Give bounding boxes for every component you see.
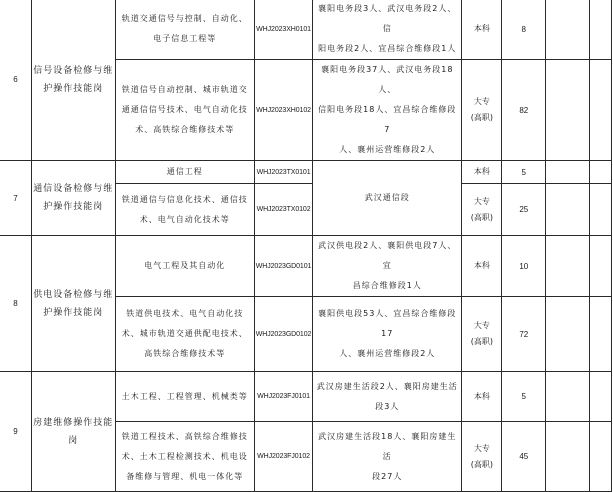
code-cell: WHJ2023FJ0101 — [255, 372, 313, 422]
table-row — [0, 236, 612, 297]
place-cell: 武汉房建生活段18人、襄阳房建生活 段27人 — [313, 422, 462, 492]
position-cell: 信号设备检修与维 护操作技能岗 — [31, 0, 115, 161]
place-cell: 襄阳电务段37人、武汉电务段18人、 信阳电务段18人、宜昌综合维修段7 人、襄州运营维修段2人 — [313, 60, 462, 161]
major-cell: 电气工程及其自动化 — [115, 236, 255, 297]
empty-cell — [590, 0, 612, 60]
table-row — [0, 161, 612, 184]
place-cell: 武汉供电段2人、襄阳供电段7人、宜 昌综合维修段1人 — [313, 236, 462, 297]
education-cell: 本科 — [462, 236, 502, 297]
empty-cell — [590, 422, 612, 492]
education-cell: 本科 — [462, 372, 502, 422]
count-cell: 10 — [502, 236, 546, 297]
code-cell: WHJ2023GD0102 — [255, 297, 313, 372]
position-cell: 通信设备检修与维 护操作技能岗 — [31, 161, 115, 236]
place-cell: 武汉房建生活段2人、襄阳房建生活 段3人 — [313, 372, 462, 422]
code-cell: WHJ2023GD0101 — [255, 236, 313, 297]
code-cell: WHJ2023TX0101 — [255, 161, 313, 184]
table-row — [0, 372, 612, 422]
empty-cell — [590, 161, 612, 184]
count-cell: 72 — [502, 297, 546, 372]
empty-cell — [590, 297, 612, 372]
major-cell: 土木工程、工程管理、机械类等 — [115, 372, 255, 422]
position-cell: 房建维修操作技能 岗 — [31, 372, 115, 492]
count-cell: 5 — [502, 372, 546, 422]
code-cell: WHJ2023XH0102 — [255, 60, 313, 161]
count-cell: 25 — [502, 184, 546, 236]
education-cell: 大专 (高职) — [462, 60, 502, 161]
empty-cell — [546, 236, 590, 297]
code-cell: WHJ2023FJ0102 — [255, 422, 313, 492]
seq-cell: 6 — [0, 0, 31, 161]
count-cell: 5 — [502, 161, 546, 184]
empty-cell — [590, 236, 612, 297]
empty-cell — [590, 372, 612, 422]
seq-cell: 8 — [0, 236, 31, 372]
place-cell: 武汉通信段 — [313, 161, 462, 236]
education-cell: 大专 (高职) — [462, 184, 502, 236]
empty-cell — [546, 422, 590, 492]
empty-cell — [590, 60, 612, 161]
major-cell: 通信工程 — [115, 161, 255, 184]
empty-cell — [546, 372, 590, 422]
count-cell: 45 — [502, 422, 546, 492]
major-cell: 铁道供电技术、电气自动化技 术、城市轨道交通供配电技术、 高铁综合维修技术等 — [115, 297, 255, 372]
empty-cell — [546, 297, 590, 372]
education-cell: 大专 (高职) — [462, 297, 502, 372]
education-cell: 大专 (高职) — [462, 422, 502, 492]
seq-cell: 9 — [0, 372, 31, 492]
empty-cell — [546, 184, 590, 236]
place-cell: 襄阳电务段3人、武汉电务段2人、信 阳电务段2人、宜昌综合维修段1人 — [313, 0, 462, 60]
major-cell: 铁道工程技术、高铁综合维修技 术、土木工程检测技术、机电设 备维修与管理、机电一体化等 — [115, 422, 255, 492]
position-cell: 供电设备检修与维 护操作技能岗 — [31, 236, 115, 372]
count-cell: 8 — [502, 0, 546, 60]
major-cell: 铁道信号自动控制、城市轨道交 通通信信号技术、电气自动化技 术、高铁综合维修技术等 — [115, 60, 255, 161]
empty-cell — [546, 161, 590, 184]
code-cell: WHJ2023XH0101 — [255, 0, 313, 60]
empty-cell — [546, 0, 590, 60]
education-cell: 本科 — [462, 161, 502, 184]
major-cell: 轨道交通信号与控制、自动化、 电子信息工程等 — [115, 0, 255, 60]
empty-cell — [546, 60, 590, 161]
count-cell: 82 — [502, 60, 546, 161]
place-cell: 襄阳供电段53人、宜昌综合维修段17 人、襄州运营维修段2人 — [313, 297, 462, 372]
code-cell: WHJ2023TX0102 — [255, 184, 313, 236]
seq-cell: 7 — [0, 161, 31, 236]
education-cell: 本科 — [462, 0, 502, 60]
table-row — [0, 0, 612, 60]
major-cell: 铁道通信与信息化技术、通信技 术、电气自动化技术等 — [115, 184, 255, 236]
empty-cell — [590, 184, 612, 236]
